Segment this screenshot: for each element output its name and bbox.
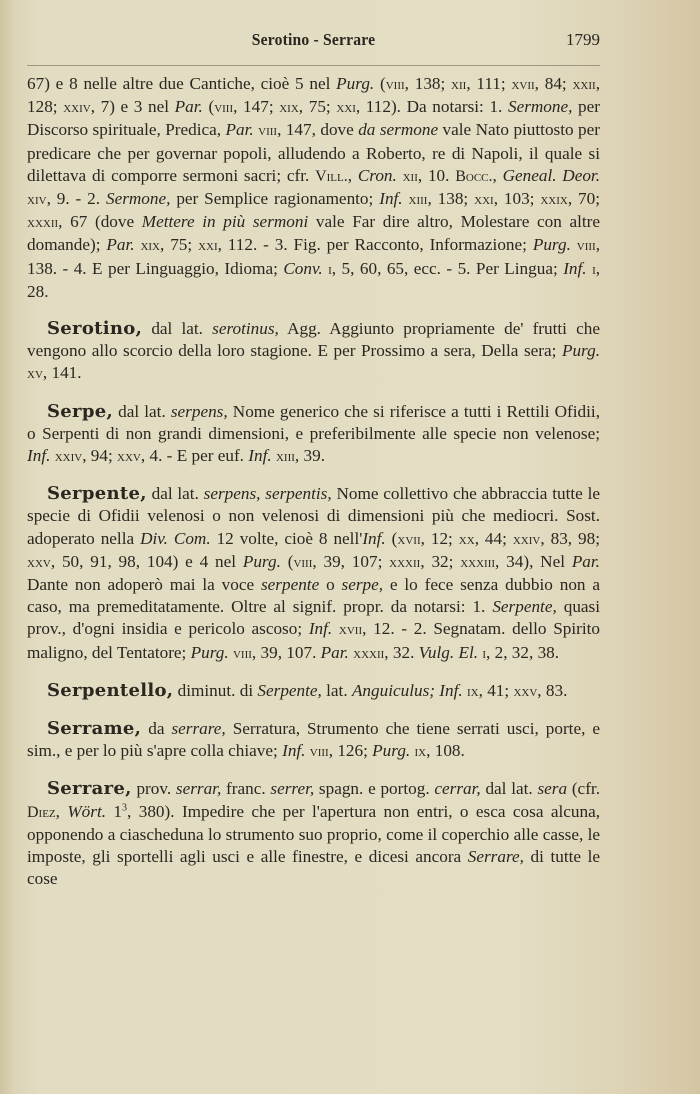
small-caps-text: Diez bbox=[27, 803, 56, 821]
italic-text: Purg. bbox=[336, 74, 375, 93]
small-caps-text: i bbox=[592, 260, 596, 278]
small-caps-text: xxiv bbox=[54, 448, 83, 466]
small-caps-text: xvii bbox=[511, 76, 535, 93]
entry-body: dal lat. serpens, Nome generico che si riferisce a tutti i Rettili Ofidii, o Serpenti di non grandi dimensioni, e preferibilmente alle specie non velenose; Inf. xxiv, 94; xxv, 4. - E per euf. Inf. xiii, 39. bbox=[27, 401, 600, 466]
italic-text: serpens, bbox=[170, 401, 228, 421]
running-title: Serotino - Serrare bbox=[251, 30, 376, 49]
italic-text: Sermone, bbox=[507, 97, 573, 117]
entry-serrame bbox=[27, 718, 600, 763]
entry-serpe bbox=[27, 401, 600, 469]
italic-text: Inf. bbox=[379, 189, 403, 209]
italic-text: serrare, bbox=[171, 719, 226, 739]
entry-serpente bbox=[27, 483, 600, 665]
headword: Serpente, bbox=[47, 483, 147, 505]
entry-body: da serrare, Serratura, Strumento che tiene serrati usci, porte, e sim., e per lo più s'apre colla chiave; Inf. viii, 126; Purg. ix, 108. bbox=[27, 719, 600, 761]
entry-body: diminut. di Serpente, lat. Anguiculus; Inf. ix, 41; xxv, 83. bbox=[173, 680, 568, 700]
italic-text: serrar, bbox=[175, 779, 222, 799]
small-caps-text: xii bbox=[451, 76, 467, 93]
small-caps-text: xxxii bbox=[353, 644, 385, 662]
italic-text: Geneal. Deor. bbox=[502, 165, 601, 185]
italic-text: serpe, bbox=[341, 575, 384, 595]
italic-text: Purg. bbox=[190, 642, 229, 662]
italic-text: Par. bbox=[106, 235, 135, 255]
small-caps-text: Bocc. bbox=[455, 167, 493, 185]
italic-text: Inf. bbox=[563, 258, 587, 278]
small-caps-text: xiii bbox=[408, 191, 428, 209]
italic-text: Mettere in più sermoni bbox=[141, 212, 309, 232]
small-caps-text: xvii bbox=[397, 530, 421, 548]
italic-text: Inf. bbox=[308, 619, 333, 639]
italic-text: serrer, bbox=[270, 779, 315, 799]
small-caps-text: ix bbox=[414, 743, 427, 761]
small-caps-text: xvii bbox=[338, 621, 363, 639]
headword: Serpentello, bbox=[47, 679, 174, 701]
small-caps-text: viii bbox=[385, 76, 405, 93]
italic-text: Serpente, bbox=[257, 680, 322, 700]
small-caps-text: xix bbox=[140, 237, 161, 255]
italic-text: serpens, serpentis, bbox=[203, 484, 332, 504]
small-caps-text: viii bbox=[214, 99, 234, 117]
page-number: 1799 bbox=[566, 30, 600, 49]
italic-text: Cron. bbox=[357, 165, 397, 185]
running-head bbox=[27, 28, 600, 52]
small-caps-text: viii bbox=[232, 644, 252, 662]
italic-text: sera bbox=[537, 779, 568, 799]
italic-text: Inf. bbox=[362, 528, 386, 548]
italic-text: Sermone, bbox=[105, 189, 171, 209]
small-caps-text: viii bbox=[576, 237, 596, 255]
italic-text: Vulg. El. bbox=[418, 642, 479, 662]
small-caps-text: xxv bbox=[27, 553, 51, 571]
italic-text: Purg. bbox=[372, 741, 411, 761]
small-caps-text: xxxii bbox=[27, 214, 59, 232]
small-caps-text: xx bbox=[458, 530, 475, 548]
italic-text: serpente bbox=[260, 575, 320, 595]
italic-text: Inf. bbox=[27, 446, 51, 466]
italic-text: Purg. bbox=[561, 341, 600, 361]
small-caps-text: i bbox=[482, 644, 486, 662]
italic-text: Par. bbox=[225, 120, 254, 140]
superscript: 3 bbox=[122, 801, 128, 813]
italic-text: Wört. bbox=[67, 801, 107, 821]
small-caps-text: xxi bbox=[336, 99, 356, 117]
body-text bbox=[27, 73, 600, 891]
small-caps-text: xix bbox=[279, 99, 299, 117]
small-caps-text: ix bbox=[466, 682, 479, 700]
small-caps-text: xxii bbox=[572, 76, 596, 93]
small-caps-text: xxi bbox=[474, 191, 494, 209]
italic-text: da sermone bbox=[358, 120, 439, 140]
italic-text: Inf. bbox=[282, 741, 306, 761]
small-caps-text: Vill. bbox=[315, 167, 348, 185]
headword: Serrame, bbox=[47, 718, 142, 740]
italic-text: Serpente, bbox=[492, 597, 557, 617]
entry-serpentello bbox=[27, 680, 600, 703]
entry-body: prov. serrar, franc. serrer, spagn. e portog. cerrar, dal lat. sera (cfr. Diez, Wört. $1^3$, 380). Impedire che per l'apertura non entri, o esca cosa alcuna, opponendo a ciascheduna lo strumento suo proprio, come il coperchio alle casse, le imposte, gli sportelli agli usci e alle finestre, e dicesi ancora Serrare, di tutte le cose bbox=[27, 779, 601, 889]
entry-serotino bbox=[27, 318, 600, 386]
italic-text: Conv. bbox=[283, 258, 323, 278]
italic-text: serotinus, bbox=[212, 319, 279, 339]
small-caps-text: xxiv bbox=[63, 99, 91, 117]
italic-text: Purg. bbox=[242, 551, 281, 571]
small-caps-text: xxiv bbox=[512, 530, 541, 548]
italic-text: Inf. bbox=[248, 446, 272, 466]
italic-text: cerrar, bbox=[434, 779, 481, 799]
small-caps-text: viii bbox=[309, 743, 329, 761]
italic-text: Div. Com. bbox=[140, 528, 211, 548]
headword: Serrare, bbox=[47, 778, 132, 800]
continuation-paragraph: 67) e 8 nelle altre due Cantiche, cioè 5 nel Purg. (viii, 138; xii, 111; xvii, 84; xxii, 128; xxiv, 7) e 3 nel Par. (viii, 147; xix, 75; xxi, 112). Da notarsi: 1. Sermone, per Discorso spirituale, Predica, Par. viii, 147, dove da sermone vale Nato piuttosto per predicare che per governar popoli, alludendo a Roberto, re di Napoli, il quale si dilettava di comporre sermoni sacri; cfr. Vill., Cron. xii, 10. Bocc., Geneal. Deor. xiv, 9. - 2. Sermone, per Semplice ragionamento; Inf. xiii, 138; xxi, 103; xxix, 70; xxxii, 67 (dove Mettere in più sermoni vale Far dire altro, Molestare con altre domande); Par. xix, 75; xxi, 112. - 3. Fig. per Racconto, Informazione; Purg. viii, 138. - 4. E per Linguaggio, Idioma; Conv. i, 5, 60, 65, ecc. - 5. Per Lingua; Inf. i, 28. bbox=[27, 74, 601, 301]
small-caps-text: xxix bbox=[540, 191, 568, 209]
small-caps-text: xiii bbox=[275, 448, 295, 466]
italic-text: Anguiculus; bbox=[351, 680, 435, 700]
small-caps-text: xxv bbox=[513, 682, 538, 700]
italic-text: Purg. bbox=[532, 235, 571, 255]
small-caps-text: xxv bbox=[117, 448, 141, 466]
headword: Serpe, bbox=[47, 400, 114, 422]
entry-body: dal lat. serpens, serpentis, Nome collettivo che abbraccia tutte le specie di Ofidii velenosi o non velenosi di dimensioni più che mediocri. Sost. adoperato nella Div. Com. 12 volte, cioè 8 nell'Inf. (xvii, 12; xx, 44; xxiv, 83, 98; xxv, 50, 91, 98, 104) e 4 nel Purg. (viii, 39, 107; xxxii, 32; xxxiii, 34), Nel Par. Dante non adoperò mai la voce serpente o serpe, e lo fece senza dubbio non a caso, ma premeditatamente. Oltre al signif. propr. da notarsi: 1. Serpente, quasi prov., d'ogni insidia e pericolo ascoso; Inf. xvii, 12. - 2. Segnatam. dello Spirito maligno, del Tentatore; Purg. viii, 39, 107. Par. xxxii, 32. Vulg. El. i, 2, 32, 38. bbox=[27, 484, 601, 662]
entry-body: dal lat. serotinus, Agg. Aggiunto propriamente de' frutti che vengono allo scorcio della loro stagione. E per Prossimo a sera, Della sera; Purg. xv, 141. bbox=[27, 319, 600, 383]
header-rule bbox=[27, 65, 600, 66]
small-caps-text: i bbox=[328, 260, 332, 278]
italic-text: Par. bbox=[320, 642, 349, 662]
italic-text: Inf. bbox=[439, 680, 463, 700]
italic-text: Par. bbox=[174, 97, 203, 117]
italic-text: Serrare, bbox=[467, 847, 524, 867]
entry-serrare bbox=[27, 778, 600, 890]
small-caps-text: xxxiii bbox=[460, 553, 496, 571]
small-caps-text: xiv bbox=[27, 191, 47, 209]
small-caps-text: xv bbox=[27, 365, 43, 383]
italic-text: Par. bbox=[571, 551, 600, 571]
small-caps-text: xxxii bbox=[389, 553, 421, 571]
small-caps-text: viii bbox=[258, 122, 278, 140]
small-caps-text: xxi bbox=[198, 237, 218, 255]
small-caps-text: xii bbox=[402, 167, 418, 185]
small-caps-text: viii bbox=[293, 553, 313, 571]
headword: Serotino, bbox=[47, 318, 143, 340]
